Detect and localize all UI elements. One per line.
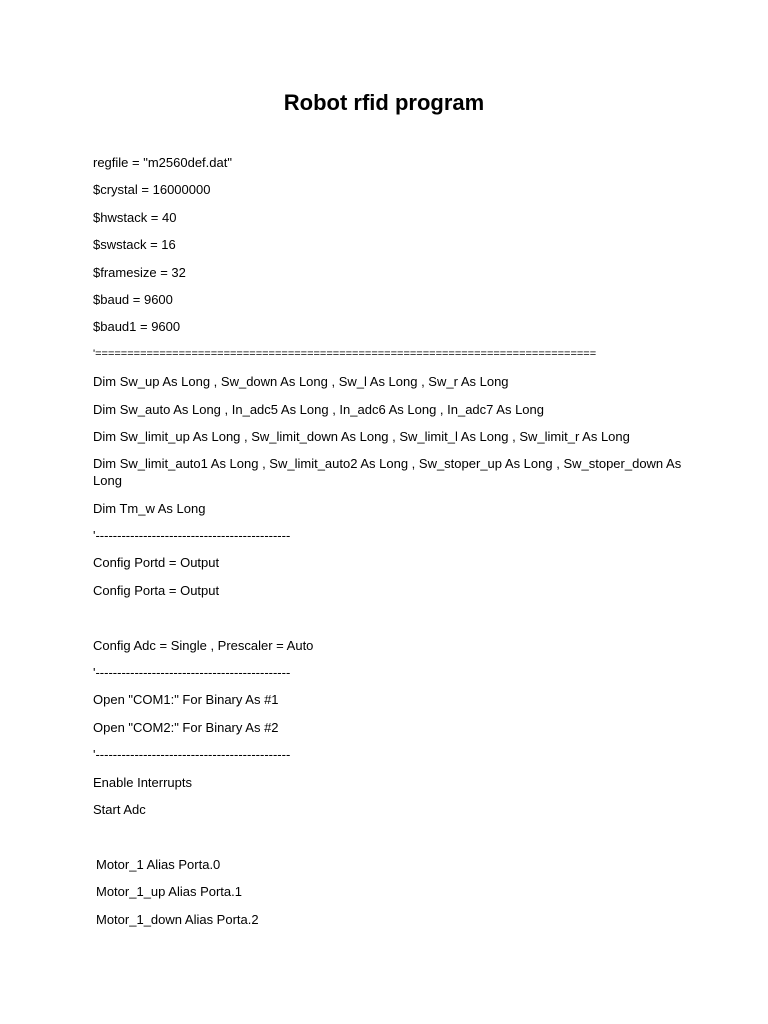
code-line: Dim Sw_limit_auto1 As Long , Sw_limit_auto2 As Long , Sw_stoper_up As Long , Sw_stoper_down As Long	[93, 456, 685, 489]
code-line: Open "COM1:" For Binary As #1	[93, 692, 279, 708]
code-line: Config Adc = Single , Prescaler = Auto	[93, 637, 314, 653]
code-line: Dim Sw_up As Long , Sw_down As Long , Sw_l As Long , Sw_r As Long	[93, 374, 509, 390]
separator-line: '---------------------------------------------	[93, 665, 291, 681]
code-line: regfile = "m2560def.dat"	[93, 155, 232, 170]
separator-line: '---------------------------------------------	[93, 528, 291, 544]
code-line: Start Adc	[93, 801, 146, 817]
code-line: Dim Tm_w As Long	[93, 500, 206, 516]
code-line: $hwstack = 40	[93, 209, 177, 225]
code-line: $crystal = 16000000	[93, 182, 211, 198]
code-line: Open "COM2:" For Binary As #2	[93, 719, 279, 735]
blank-line	[93, 828, 693, 855]
code-line: Motor_1_up Alias Porta.1	[96, 884, 242, 900]
code-line: Config Portd = Output	[93, 555, 220, 571]
document-title: Robot rfid program	[283, 90, 485, 115]
separator-line: '==============================================================================	[93, 347, 597, 360]
code-line: Enable Interrupts	[93, 774, 193, 790]
code-line: $framesize = 32	[93, 264, 186, 280]
separator-line: '---------------------------------------------	[93, 747, 291, 763]
code-line: Config Porta = Output	[93, 582, 220, 598]
code-line: $swstack = 16	[93, 237, 176, 253]
code-line: $baud1 = 9600	[93, 319, 181, 335]
code-line: Motor_1 Alias Porta.0	[96, 856, 221, 872]
code-line: Dim Sw_limit_up As Long , Sw_limit_down As Long , Sw_limit_l As Long , Sw_limit_r As Long	[93, 428, 630, 444]
code-line: Motor_1_down Alias Porta.2	[96, 911, 259, 927]
blank-line	[93, 609, 693, 636]
code-listing	[93, 154, 693, 938]
code-line: Dim Sw_auto As Long , In_adc5 As Long , In_adc6 As Long , In_adc7 As Long	[93, 401, 544, 417]
code-line: $baud = 9600	[93, 291, 173, 307]
